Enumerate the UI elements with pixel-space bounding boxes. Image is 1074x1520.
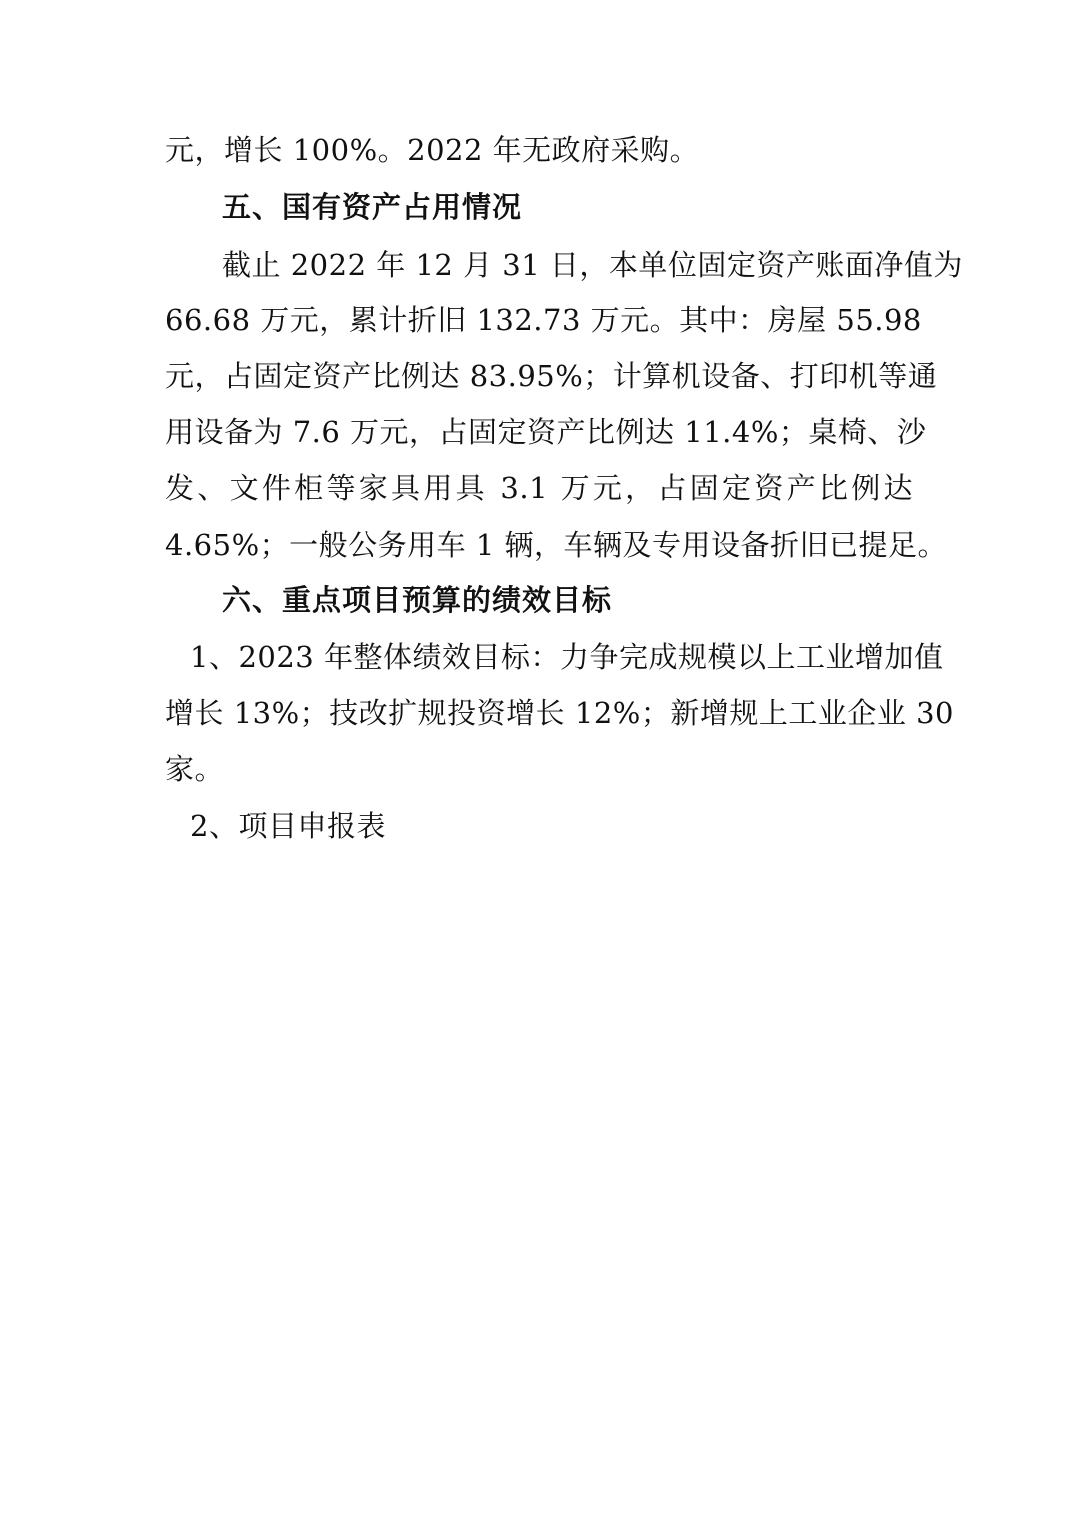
- section6-item2: 2、项目申报表: [190, 809, 386, 843]
- section5-line-4: 用设备为 7.6 万元，占固定资产比例达 11.4%；桌椅、沙: [165, 415, 927, 449]
- section5-line-5: 发、文件柜等家具用具 3.1 万元，占固定资产比例达: [165, 471, 913, 505]
- section6-item1-line-1: 1、2023 年整体绩效目标：力争完成规模以上工业增加值: [190, 640, 944, 674]
- section6-item1-line-3: 家。: [165, 752, 225, 786]
- section5-heading: 五、国有资产占用情况: [222, 190, 523, 224]
- section6-heading: 六、重点项目预算的绩效目标: [222, 583, 613, 617]
- section5-line-1: 截止 2022 年 12 月 31 日，本单位固定资产账面净值为: [222, 248, 963, 282]
- section5-line-6: 4.65%；一般公务用车 1 辆，车辆及专用设备折旧已提足。: [165, 528, 948, 562]
- section5-line-3: 元，占固定资产比例达 83.95%；计算机设备、打印机等通: [165, 359, 938, 393]
- section6-item1-line-2: 增长 13%；技改扩规投资增长 12%；新增规上工业企业 30: [165, 696, 954, 730]
- section5-line-2: 66.68 万元，累计折旧 132.73 万元。其中：房屋 55.98: [165, 303, 922, 337]
- continuation-line: 元，增长 100%。2022 年无政府采购。: [165, 133, 700, 167]
